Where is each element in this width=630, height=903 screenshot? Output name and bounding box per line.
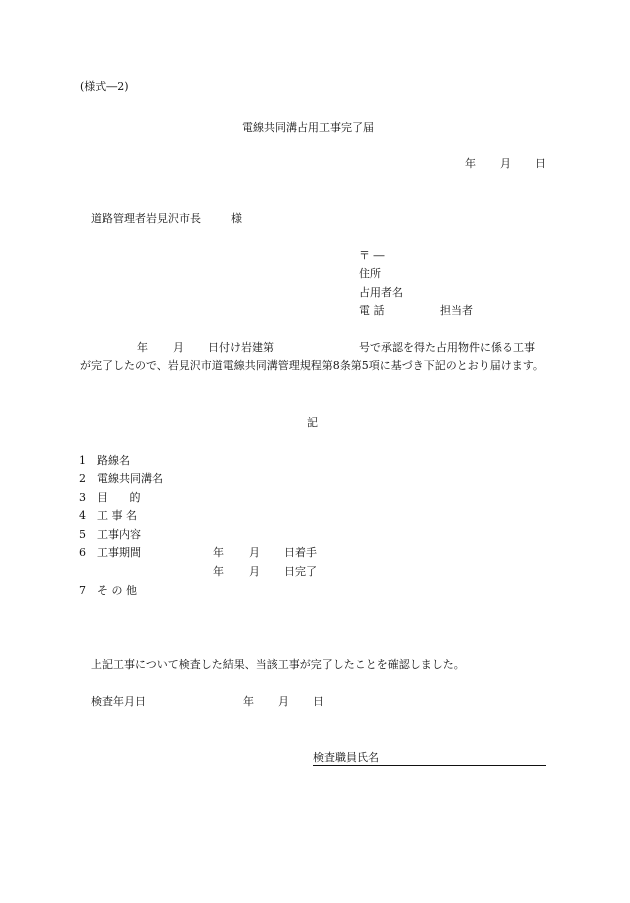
date-year: 年 bbox=[465, 157, 476, 170]
approval-ref-suffix: 号で承認を得た占用物件に係る工事 bbox=[359, 341, 535, 354]
addressee-name: 道路管理者岩見沢市長 bbox=[91, 212, 201, 225]
address-label: 住所 bbox=[359, 267, 381, 280]
item-label-duct: 電線共同溝名 bbox=[97, 472, 163, 485]
period-end-month: 月 bbox=[249, 565, 260, 578]
item-label-other: そ の 他 bbox=[97, 584, 137, 597]
inspection-year: 年 bbox=[243, 695, 254, 708]
document-title: 電線共同溝占用工事完了届 bbox=[242, 121, 374, 134]
ki-heading: 記 bbox=[307, 416, 318, 429]
date-day: 日 bbox=[535, 157, 546, 170]
item-label-work-content: 工事内容 bbox=[97, 528, 141, 541]
inspection-day: 日 bbox=[313, 695, 324, 708]
form-number: (様式―2) bbox=[80, 80, 129, 93]
item-label-work-period: 工事期間 bbox=[97, 546, 141, 559]
addressee-honorific: 様 bbox=[231, 212, 242, 225]
period-start-month: 月 bbox=[249, 546, 260, 559]
inspection-month: 月 bbox=[278, 695, 289, 708]
item-number: 1 bbox=[79, 454, 86, 467]
occupant-name-label: 占用者名 bbox=[359, 286, 403, 299]
item-number: 6 bbox=[79, 546, 86, 559]
inspector-signature-line bbox=[313, 765, 546, 766]
item-number: 3 bbox=[79, 491, 86, 504]
item-number: 5 bbox=[79, 528, 86, 541]
confirmation-text: 上記工事について検査した結果、当該工事が完了したことを確認しました。 bbox=[91, 658, 465, 671]
item-label-work-name: 工 事 名 bbox=[97, 509, 137, 522]
period-end-day: 日完了 bbox=[284, 565, 317, 578]
item-label-purpose: 目 的 bbox=[97, 491, 150, 504]
date-month: 月 bbox=[500, 157, 511, 170]
inspection-date-label: 検査年月日 bbox=[91, 695, 146, 708]
period-start-day: 日着手 bbox=[284, 546, 317, 559]
item-number: 7 bbox=[79, 584, 86, 597]
period-start-year: 年 bbox=[213, 546, 224, 559]
inspector-name-label: 検査職員氏名 bbox=[313, 751, 379, 764]
item-number: 2 bbox=[79, 472, 86, 485]
approval-ref-prefix: 日付け岩建第 bbox=[208, 341, 274, 354]
approval-month: 月 bbox=[173, 341, 184, 354]
item-label-route: 路線名 bbox=[97, 454, 130, 467]
contact-person-label: 担当者 bbox=[440, 304, 473, 317]
period-end-year: 年 bbox=[213, 565, 224, 578]
phone-label: 電 話 bbox=[359, 304, 385, 317]
notification-body: が完了したので、岩見沢市道電線共同溝管理規程第8条第5項に基づき下記のとおり届けます。 bbox=[80, 359, 544, 372]
postal-code-label: 〒 ― bbox=[359, 249, 385, 262]
item-number: 4 bbox=[79, 509, 86, 522]
approval-year: 年 bbox=[137, 341, 148, 354]
